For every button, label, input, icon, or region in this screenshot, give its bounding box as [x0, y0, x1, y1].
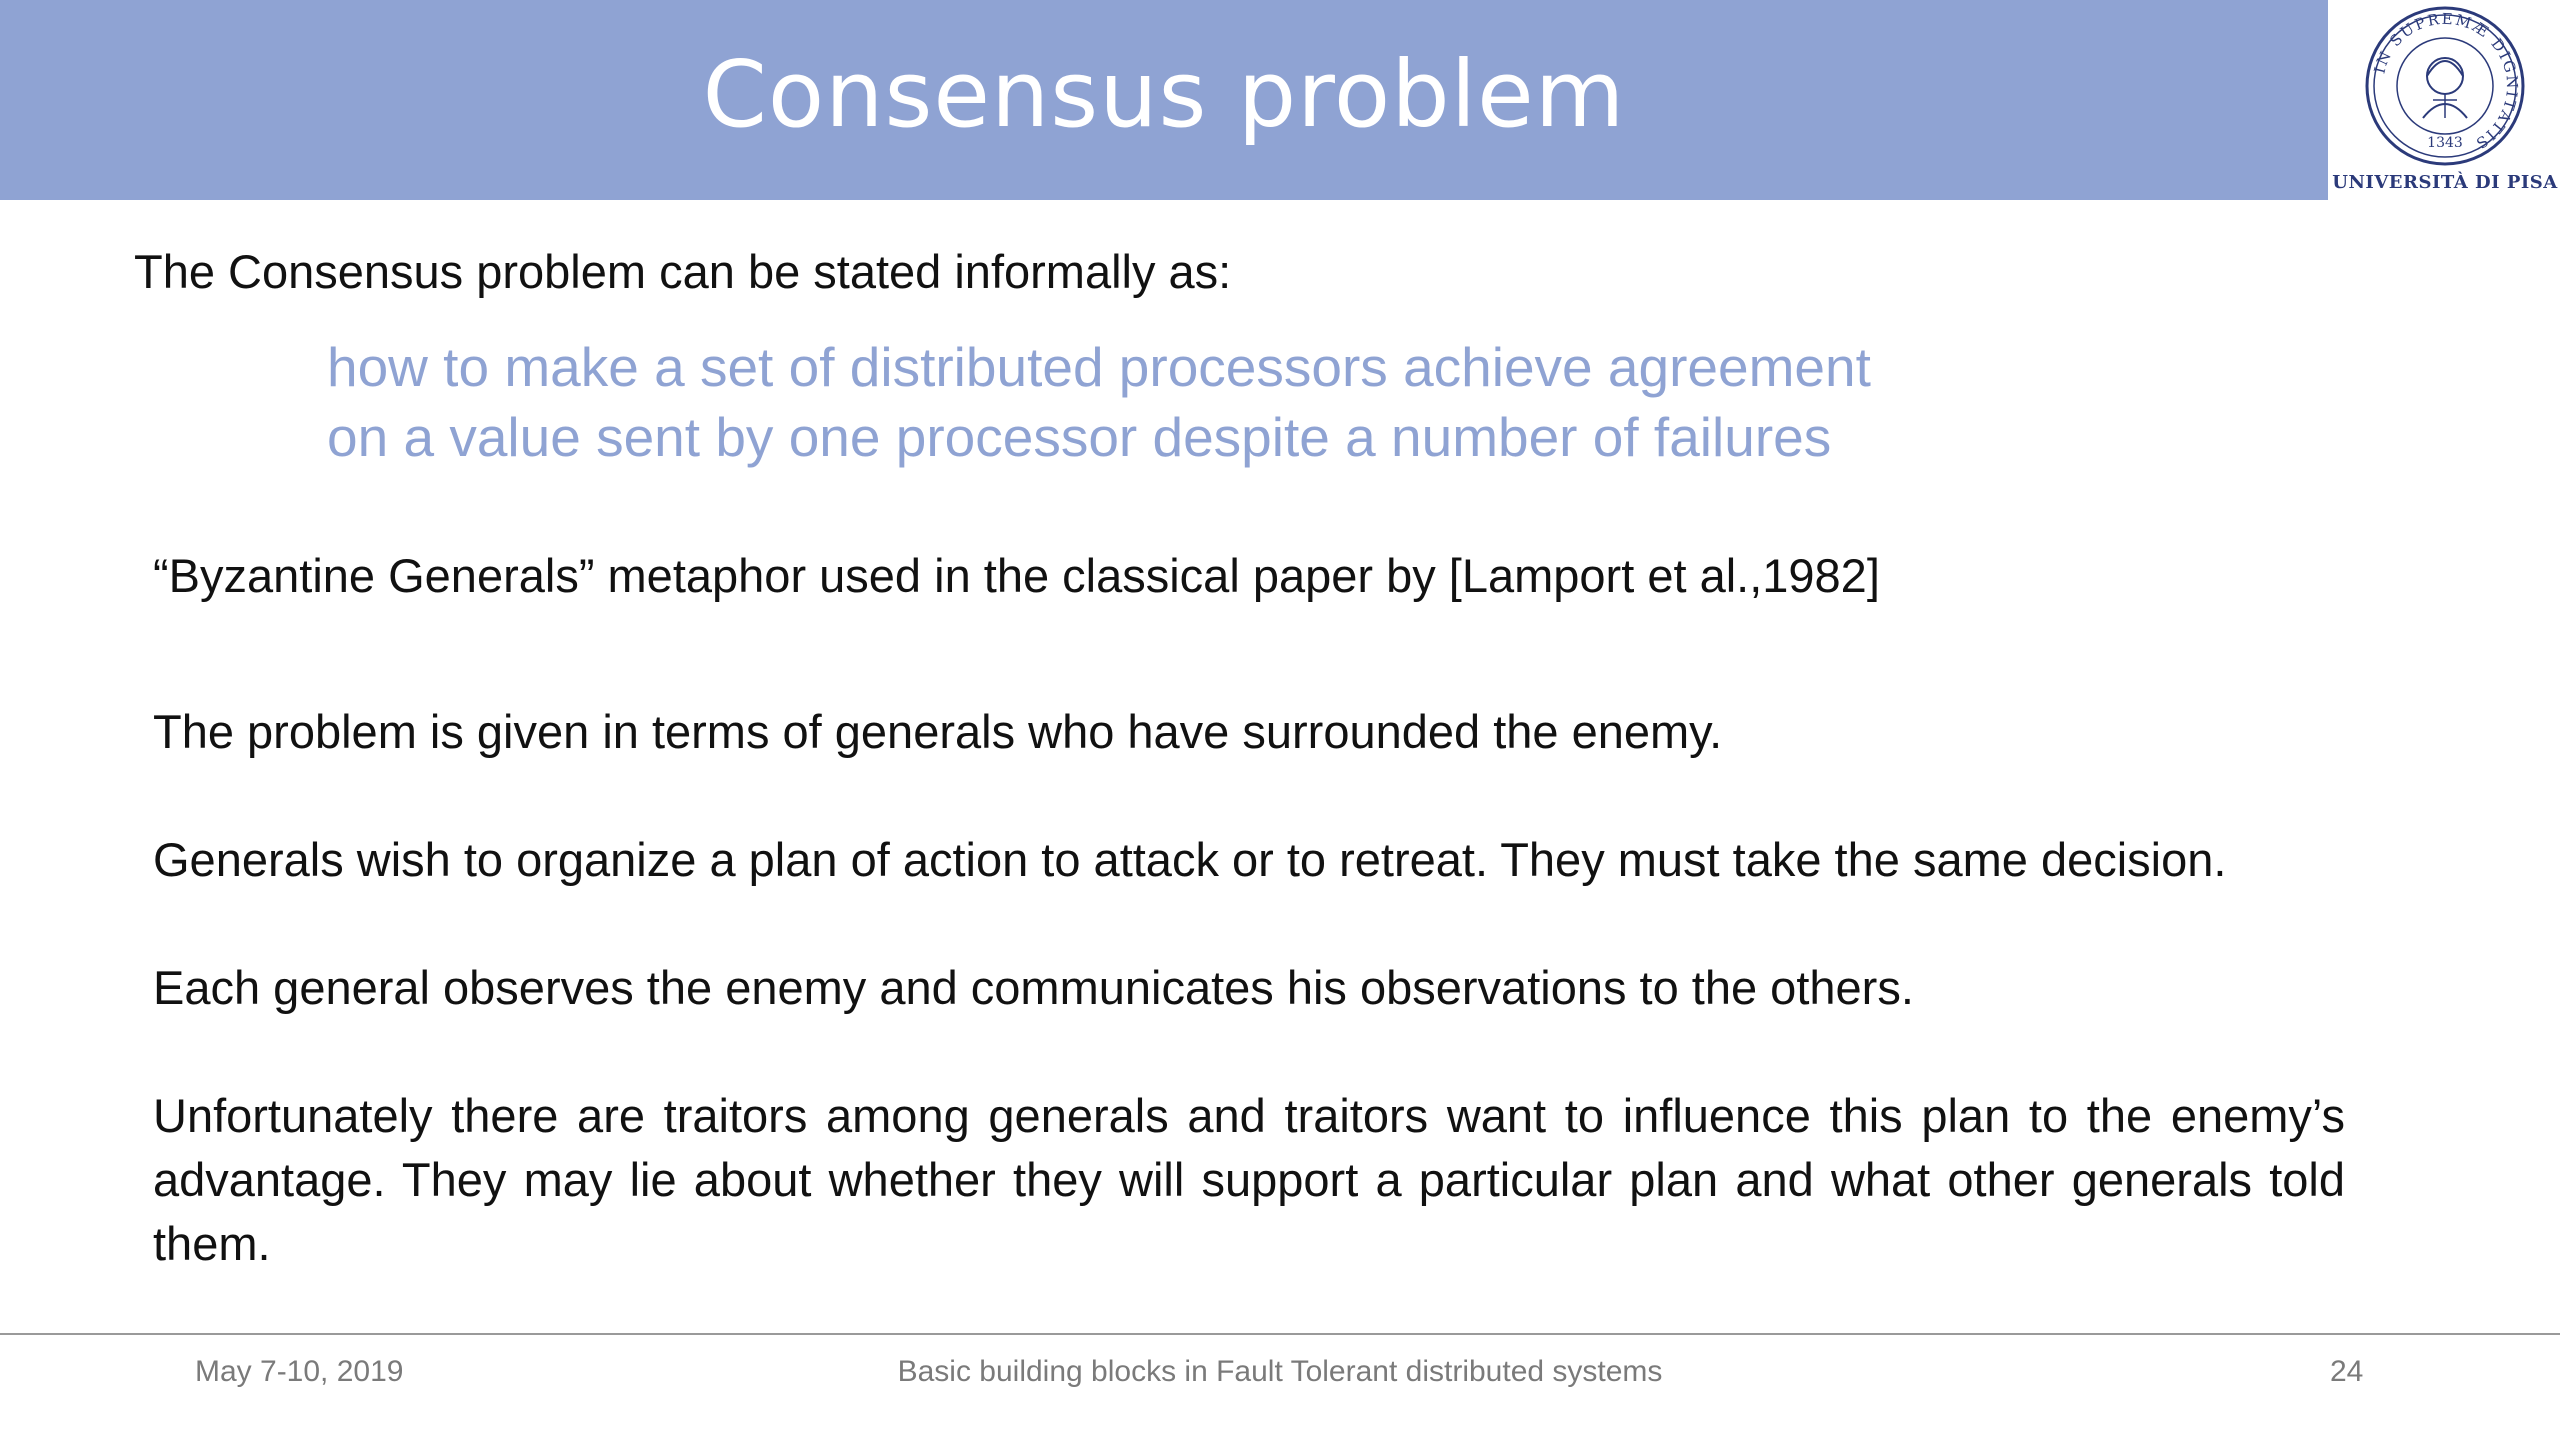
svg-text:IN SUPREMÆ DIGNITATIS: IN SUPREMÆ DIGNITATIS [2370, 9, 2522, 154]
generals-plan-paragraph: Generals wish to organize a plan of action to attack or to retreat. They must take the same decision. [153, 833, 2227, 886]
traitors-paragraph: Unfortunately there are traitors among generals and traitors want to influence this plan to the enemy’s advantage. They may lie about whether they will support a particular plan and what other generals told them. [153, 1089, 2345, 1270]
university-logo [2330, 0, 2560, 200]
institution-name: UNIVERSITÀ DI PISA [2332, 172, 2558, 193]
footer-date: May 7-10, 2019 [195, 1355, 404, 1388]
footer-course-title: Basic building blocks in Fault Tolerant distributed systems [897, 1355, 1663, 1388]
page-number: 24 [2330, 1355, 2364, 1388]
definition-line: how to make a set of distributed processors achieve agreement [327, 336, 1871, 398]
slide-title: Consensus problem [702, 41, 1626, 148]
definition-line: on a value sent by one processor despite a number of failures [327, 406, 1832, 468]
footer-divider [0, 1333, 2560, 1335]
university-seal-icon [2330, 0, 2560, 200]
observations-paragraph: Each general observes the enemy and communicates his observations to the others. [153, 961, 1914, 1014]
svg-text:1343: 1343 [2427, 135, 2463, 151]
intro-text: The Consensus problem can be stated informally as: [134, 245, 1232, 298]
consensus-definition [327, 332, 1871, 472]
problem-statement-paragraph: The problem is given in terms of generals who have surrounded the enemy. [153, 705, 1723, 758]
byzantine-metaphor-paragraph: “Byzantine Generals” metaphor used in the classical paper by [Lamport et al.,1982] [153, 549, 1880, 602]
